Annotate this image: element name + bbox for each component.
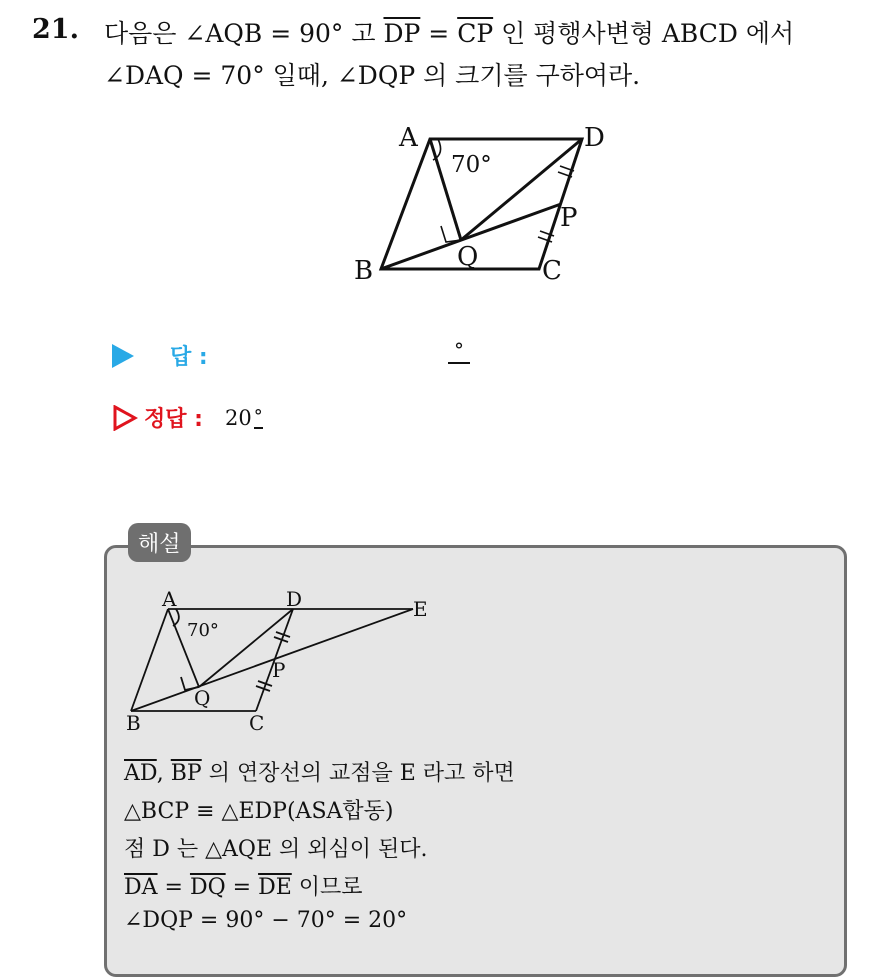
solution-line-1: [124, 756, 515, 787]
segment-de: $\overline{DE}$: [258, 875, 292, 900]
equals-sign: =: [157, 875, 190, 900]
answer-label: 답 :: [170, 345, 208, 370]
segment-ad: $\overline{AD}$: [124, 761, 157, 786]
segment-cp: $\overline{CP}$: [457, 19, 494, 48]
label-d: D: [584, 123, 605, 153]
solution-text: 이므로: [291, 875, 363, 900]
label-c: C: [542, 256, 562, 286]
angle-label: 70°: [187, 620, 219, 641]
correct-answer-unit: °: [253, 406, 263, 427]
segment-bp: $\overline{BP}$: [170, 761, 202, 786]
question-number: 21.: [32, 14, 79, 45]
segment-dq: $\overline{DQ}$: [189, 875, 226, 900]
solution-tag: 해설: [128, 523, 191, 562]
label-a: A: [162, 587, 177, 611]
correct-answer-value: 20: [224, 405, 252, 430]
solution-line-3: 점 D 는 △AQE 의 외심이 된다.: [124, 837, 428, 862]
label-p: P: [560, 203, 578, 233]
answer-unit: °: [448, 338, 470, 364]
angle-label: 70°: [451, 152, 492, 178]
label-p: P: [272, 658, 286, 682]
label-a: A: [399, 123, 418, 153]
segment-ab: [131, 609, 168, 711]
solution-line-5: ∠DQP = 90° − 70° = 20°: [124, 908, 408, 933]
solution-line-4: [124, 870, 363, 901]
solution-text: 의 연장선의 교점을 E 라고 하면: [201, 761, 515, 786]
label-q: Q: [194, 686, 211, 710]
solution-line-2: △BCP ≡ △EDP(ASA합동): [124, 799, 394, 824]
question-text: 다음은 ∠AQB = 90° 고: [104, 19, 384, 48]
correct-answer-label: 정답 :: [144, 407, 203, 432]
label-c: C: [249, 711, 265, 735]
label-q: Q: [457, 242, 479, 272]
label-e: E: [413, 597, 428, 621]
segment-da: $\overline{DA}$: [124, 875, 158, 900]
label-b: B: [126, 711, 141, 735]
question-line-2: ∠DAQ = 70° 일때, ∠DQP 의 크기를 구하여라.: [104, 61, 641, 90]
label-b: B: [354, 256, 374, 286]
segment-dp: $\overline{DP}$: [383, 19, 421, 48]
label-d: D: [286, 587, 303, 611]
question-text: 인 평행사변형 ABCD 에서: [493, 19, 795, 48]
equals-sign: =: [420, 19, 458, 48]
equals-sign: =: [225, 875, 259, 900]
comma: ,: [156, 761, 171, 786]
